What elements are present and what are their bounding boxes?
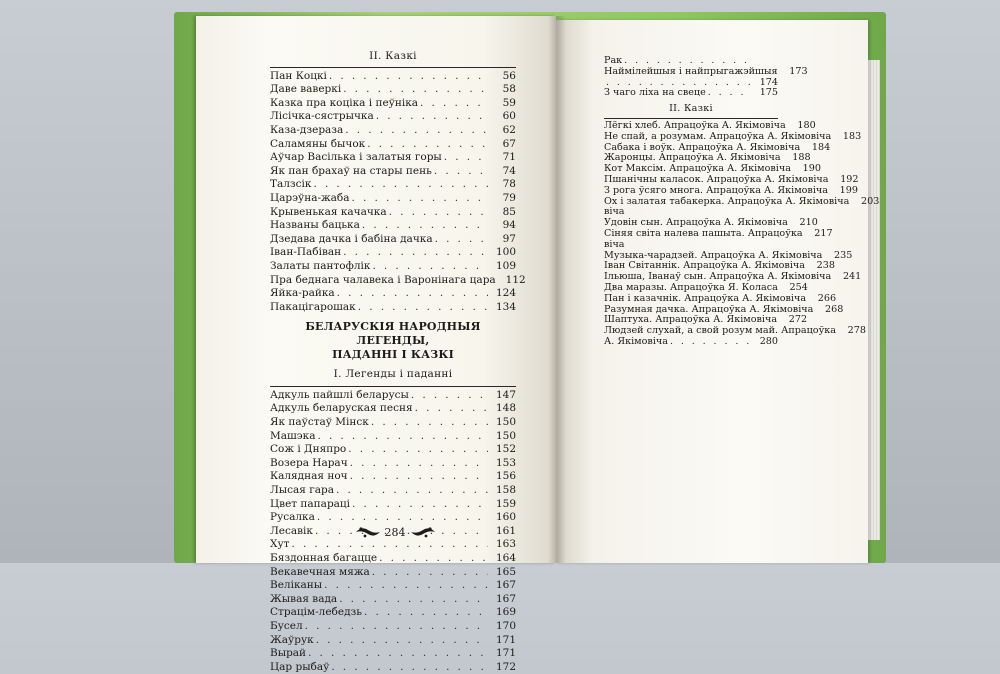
toc-entry-title: Аўчар Васілька і залатыя горы [270,151,442,164]
toc-entry-page: 94 [502,219,516,232]
toc-entry-title: Дзедава дачка і бабіна дачка [270,232,433,245]
toc-entry-title: Царэўна-жаба [270,191,350,204]
toc-entry-page: 165 [495,565,516,578]
toc-entry-title: Цвет папараці [270,497,351,510]
toc-entry-title: Сабака і воўк. Апрацоўка А. Якімовіча [604,141,801,153]
page-number: 284 [384,525,406,539]
toc-entry [270,192,516,206]
toc-entry-page: 74 [502,164,516,177]
toc-list-legendy-cont [604,55,808,99]
toc-entry-page: 173 [789,65,808,77]
toc-entry-page: 210 [799,217,818,229]
toc-leader-dots [415,402,488,416]
toc-entry-page: 254 [789,281,808,293]
toc-entry-page: 180 [797,119,816,131]
right-page-toc [604,55,880,348]
toc-entry-title: Рак [604,55,623,66]
toc-entry-title: Саламяны бычок [270,137,366,150]
toc-entry-page: 161 [495,524,516,537]
toc-leader-dots [352,498,488,512]
toc-leader-dots [358,301,488,315]
toc-entry-page: 134 [495,300,516,313]
main-title-line2: ПАДАННІ І КАЗКІ [332,348,454,362]
toc-entry [604,65,808,78]
toc-entry [270,138,516,152]
toc-entry [270,83,516,97]
toc-leader-dots [420,97,488,111]
toc-entry-title: Жаронцы. Апрацоўка А. Якімовіча [604,152,781,164]
toc-entry-page: 97 [502,232,516,245]
leaf-ornament-icon [355,525,381,539]
toc-list-kazki [270,69,526,315]
toc-entry-title: Бяздонная багацце [270,552,378,564]
toc-entry-title: Ільюша, Іванаў сын. Апрацоўка А. Якімовіча [604,271,832,283]
toc-entry-title: Удовін сын. Апрацоўка А. Якімовіча [604,217,788,229]
toc-entry-page: 199 [839,184,858,196]
toc-entry [270,165,516,179]
toc-entry-continuation: вічa [604,206,625,218]
section-title-kazki-right: II. Казкі [669,103,713,115]
toc-leader-dots [434,165,488,179]
toc-entry-title: Русалка [270,511,315,524]
toc-entry-page: 163 [495,538,516,551]
toc-entry-title: Лісічка-сястрычка [270,110,374,123]
toc-entry-title: Веліканы [270,579,323,592]
toc-entry-page: 241 [842,271,862,283]
toc-entry-title: Названы бацька [270,219,360,232]
toc-entry [270,70,516,84]
toc-leader-dots [305,620,488,634]
toc-entry-page: 148 [495,402,516,415]
toc-entry-page: 153 [495,456,516,469]
toc-leader-dots [337,287,488,301]
toc-entry-page: 174 [759,76,778,88]
toc-entry [270,416,516,430]
toc-entry-page: 171 [495,647,516,660]
toc-entry-title: Лысая гара [270,484,334,497]
toc-entry-page: 184 [811,141,831,153]
toc-entry-page: 85 [502,205,516,218]
toc-entry-page: 71 [502,151,516,164]
toc-entry-title: Два маразы. Апрацоўка Я. Коласа [604,281,778,293]
toc-entry [270,606,516,620]
toc-entry [270,430,516,444]
toc-leader-dots [364,606,488,620]
divider [604,118,778,119]
toc-leader-dots [339,593,488,607]
toc-entry-page: 203 [861,195,880,207]
toc-entry-page: 56 [502,69,516,82]
toc-entry [604,292,837,305]
toc-entry [270,301,516,315]
divider [270,67,516,68]
toc-leader-dots [345,124,488,138]
toc-entry-page: 188 [792,152,811,164]
toc-entry-title: Пан і казачнік. Апрацоўка А. Якімовіча [604,292,807,304]
toc-entry-title: А. Якімовіча [604,335,668,347]
toc-entry-page: 147 [495,388,516,401]
toc-entry [270,552,516,566]
toc-entry [270,233,516,247]
toc-leader-dots [376,110,488,124]
toc-entry-page: 159 [495,497,516,510]
toc-leader-dots [350,457,488,471]
toc-entry-page: 59 [502,96,516,109]
toc-entry-page: 152 [495,443,516,456]
toc-entry [604,337,778,348]
toc-entry [270,579,516,593]
toc-entry-continuation: вічa [604,238,625,250]
toc-leader-dots [379,552,488,566]
toc-entry [270,97,516,111]
toc-entry-page: 169 [495,606,516,619]
toc-entry [604,184,858,197]
toc-entry [270,219,516,233]
toc-entry-title: Жывая вада [270,592,338,605]
toc-entry [270,124,516,138]
toc-leader-dots [444,151,488,165]
toc-leader-dots [371,416,488,430]
toc-entry-page: 167 [495,579,516,592]
toc-entry [270,151,516,165]
toc-entry [270,498,516,512]
toc-entry-page: 172 [495,660,516,673]
toc-leader-dots [343,246,488,260]
toc-leader-dots [316,634,488,648]
toc-entry-page: 190 [802,163,821,175]
toc-entry-title: Жаўрук [270,633,314,646]
toc-entry-title: Пшанічны каласок. Апрацоўка А. Якімовіча [604,173,829,185]
toc-leader-dots [350,470,488,484]
toc-entry-title: Каза-дзераза [270,123,344,136]
toc-entry-page: 79 [502,191,516,204]
toc-entry [270,484,516,498]
left-page-toc [270,50,526,674]
toc-entry-title: Цар рыбаў [270,660,330,673]
toc-entry [270,206,516,220]
toc-entry-page: 156 [495,470,516,483]
toc-entry-title: Адкуль пайшлі беларусы [270,388,409,401]
toc-entry-title: Лесавік [270,524,313,537]
toc-entry-page: 175 [759,87,778,99]
toc-leader-dots [324,579,488,593]
toc-entry-page: 158 [495,484,516,497]
toc-entry-title: Залаты пантофлік [270,259,371,272]
toc-leader-dots [670,337,750,348]
toc-entry-title: Сож і Дняпро [270,443,347,456]
toc-entry-title: Ох і залатая табакерка. Апрацоўка А. Якімовіча [604,195,850,207]
toc-entry-page: 67 [502,137,516,150]
toc-entry-title: Страцім-лебедзь [270,606,362,619]
toc-leader-dots [411,389,488,403]
toc-entry-page: 280 [759,335,778,347]
toc-entry-page: 164 [495,552,516,564]
toc-entry-page: 266 [817,292,837,304]
toc-entry-title: Крывенькая качачка [270,205,387,218]
toc-entry [270,470,516,484]
toc-entry-title: Талзсік [270,178,312,191]
toc-entry-title: Як пан брахаў на стары пень [270,164,432,177]
toc-entry-title: Пан Коцкі [270,69,327,82]
toc-entry-title: Машэка [270,429,316,442]
toc-entry-page: 268 [825,303,844,315]
divider [270,386,516,387]
toc-entry-title: Шаптуха. Апрацоўка А. Якімовіча [604,314,778,326]
toc-entry-page: 160 [495,511,516,524]
toc-entry-title: Яйка-райка [270,287,335,300]
toc-entry-title: Лёгкі хлеб. Апрацоўка А. Якімовіча [604,119,786,131]
toc-leader-dots [708,88,750,99]
toc-entry-page: 183 [842,130,862,142]
toc-leader-dots [372,566,488,580]
toc-entry [270,647,516,661]
toc-entry-page: 124 [495,287,516,300]
toc-entry-title: Людзей слухай, а свой розум май. Апрацоўка [604,325,836,337]
toc-entry-title: Пра беднага чалавека і Варонінага цара [270,273,496,286]
toc-entry [604,195,880,208]
toc-leader-dots [389,206,488,220]
toc-entry-page: 278 [847,325,866,337]
main-title [270,320,516,362]
toc-entry-title: Кот Максім. Апрацоўка А. Якімовіча [604,163,791,175]
toc-entry-title: Іван Світаннік. Апрацоўка А. Якімовіча [604,260,805,272]
toc-entry-title: Іван-Пабіван [270,246,342,259]
section-title-kazki: II. Казкі [369,50,417,62]
toc-entry-page: 150 [495,429,516,442]
toc-entry-title: Не спай, а розумам. Апрацоўка А. Якімовіча [604,130,832,142]
toc-entry [270,661,516,674]
toc-entry [270,389,516,403]
toc-leader-dots [343,83,488,97]
toc-entry-title: Разумная дачка. Апрацоўка А. Якімовіча [604,303,814,315]
toc-entry-page: 272 [788,314,808,326]
main-title-line1: БЕЛАРУСКІЯ НАРОДНЫЯ ЛЕГЕНДЫ, [305,320,481,348]
toc-leader-dots [348,443,488,457]
toc-entry [270,402,516,416]
toc-entry-title: Хут [270,538,290,551]
toc-entry-page: 78 [502,178,516,191]
toc-leader-dots [308,647,488,661]
toc-entry-title: Адкуль беларуская песня [270,402,413,415]
toc-entry-title: Калядная ноч [270,470,348,483]
toc-entry-title: Пакацігарошак [270,300,356,313]
toc-leader-dots [435,233,488,247]
toc-entry [270,457,516,471]
toc-entry-title: Музыка-чарадзей. Апрацоўка А. Якімовіча [604,249,823,261]
toc-entry-page: 109 [495,259,516,272]
toc-entry-page: 100 [495,246,516,259]
toc-entry [270,246,516,260]
toc-leader-dots [362,219,488,233]
toc-entry-title: Наймілейшыя і найпрыгажэйшыя [604,65,778,77]
toc-entry-page: 167 [495,592,516,605]
toc-entry-title: Возера Нарач [270,456,348,469]
section-title-legendy: I. Легенды і паданні [333,368,453,381]
toc-leader-dots [317,430,488,444]
toc-entry-page: 235 [834,249,853,261]
toc-leader-dots [313,178,488,192]
toc-entry-title: Сіняя світа налева пашыта. Апрацоўка [604,227,803,239]
toc-entry [270,443,516,457]
toc-list-kazki-right [604,119,880,348]
toc-entry [604,88,778,99]
toc-entry-page: 171 [495,633,516,646]
toc-entry-page: 217 [814,227,833,239]
toc-entry-page: 150 [495,416,516,429]
toc-entry-title: З рога ўсяго многа. Апрацоўка А. Якімовіча [604,184,828,196]
book-gutter [548,16,566,563]
toc-leader-dots [372,260,488,274]
leaf-ornament-icon [410,525,436,539]
toc-entry [270,260,516,274]
toc-entry-page: 62 [502,123,516,136]
toc-entry [270,566,516,580]
toc-leader-dots [336,484,488,498]
toc-entry-page: 60 [502,110,516,123]
toc-entry-page: 170 [495,619,516,632]
toc-entry [270,593,516,607]
toc-entry [270,634,516,648]
toc-leader-dots [331,661,488,674]
toc-entry [270,110,516,124]
toc-entry-page: 58 [502,83,516,96]
toc-leader-dots [329,70,488,84]
toc-entry [270,273,526,288]
toc-entry-title: Казка пра коціка і пеўніка [270,96,419,109]
toc-entry [604,227,833,240]
toc-entry [270,287,516,301]
toc-entry-title: Векавечная мяжа [270,565,370,578]
toc-entry-page: 238 [816,260,835,272]
toc-entry-title: Вырай [270,647,307,660]
toc-leader-dots [367,138,488,152]
toc-entry-title: З чаго ліха на свеце [604,87,706,99]
toc-entry-page: 192 [840,173,859,185]
toc-entry-title: Як паўстаў Мінск [270,416,369,429]
toc-entry [270,178,516,192]
toc-entry-title: Даве ваверкі [270,83,342,96]
toc-entry [604,130,862,143]
toc-entry-title: Бусел [270,619,303,632]
toc-leader-dots [352,192,488,206]
page-number-ornament [350,522,440,542]
toc-entry [270,620,516,634]
toc-entry-page: 112 [505,273,526,286]
